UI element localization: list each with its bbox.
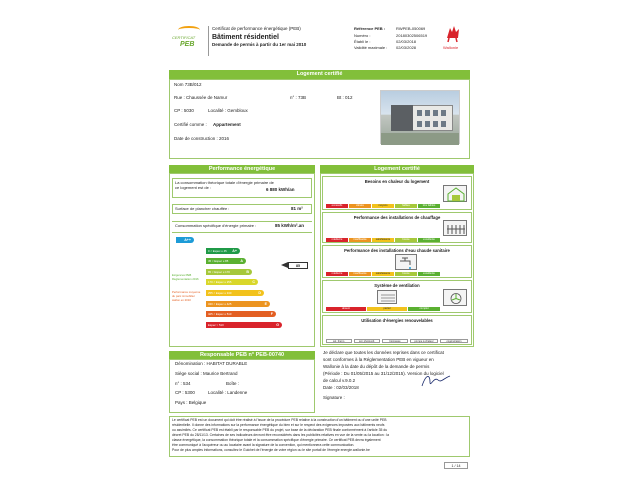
indicators-section-title: Logement certifié — [320, 165, 474, 173]
logement-rue: Rue : Chaussée de Namur — [174, 95, 228, 100]
water-scale-4: bonne — [395, 272, 417, 276]
legend-line1: Exigences PEB — [172, 273, 192, 277]
ref-label: Référence PEB : — [354, 26, 386, 31]
energy-class-band-aplus — [206, 248, 240, 254]
footer-line1: Le certificat PEB est un document qui doit être réalisé à l'issue de la procédure PEB relative à la construction d'un bâtiment ou d'une unité PEB — [172, 418, 387, 422]
construction-date: Date de construction : 2016 — [174, 136, 230, 141]
heating-indicator — [322, 212, 472, 243]
valid-label: Validité maximale : — [354, 45, 388, 50]
header-title: Bâtiment résidentiel — [212, 34, 279, 41]
ventilation-scale-1: absent — [326, 307, 366, 311]
consumption-text2: ce logement est de : — [175, 185, 212, 190]
footer-line6: être communiqué à l'acquéreur ou au locataire avant la signature de la convention, qui mentionnera cette communication. — [172, 443, 355, 447]
surface-value: 81 m² — [291, 206, 303, 211]
page-number-text: 1 / 14 — [451, 464, 461, 468]
energy-class-letter: C — [252, 280, 255, 285]
declaration-line1: Je déclare que toutes les données reprises dans ce certificat — [323, 350, 444, 355]
declaration-line5: de calcul v.9.0.2 — [323, 378, 356, 383]
footer-line3: ou assimilés. Ce certificat PEB est établi par le responsable PEB du projet, sur base de la déclaration PEB finale conformément à l'article 35 du — [172, 428, 388, 432]
energy-class-letter: A — [240, 259, 243, 264]
energy-class-band-a — [206, 258, 246, 264]
logement-localite: Localité : Gembloux — [208, 108, 248, 113]
water-indicator-title: Performance des installations d'eau chaude sanitaire — [344, 248, 450, 253]
water-scale-2: insuffisante — [349, 272, 371, 276]
resp-pays: Pays : Belgique — [175, 400, 207, 405]
heat-indicator — [322, 176, 472, 210]
energy-class-range: 255 < Espec ≤ 340 — [208, 291, 232, 295]
legend-line2: Réglementation 2016 — [172, 277, 199, 281]
num-value: 20180302506519 — [396, 33, 428, 38]
resp-localite: Localité : Landenne — [208, 390, 248, 395]
logement-numero: n° : 73B — [290, 95, 307, 100]
energy-class-band-e — [206, 301, 270, 307]
ventilation-scale-3: complet — [408, 307, 440, 311]
energy-class-band-d — [206, 290, 264, 296]
heat-scale-4: faibles — [395, 204, 417, 208]
energy-class-letter: A+ — [232, 248, 237, 253]
resp-cp: CP : 5300 — [175, 390, 195, 395]
footer-line4: décret PEB du 28/11/13. Certaines de ses indicateurs devront être reconsidérés dans les publicités relatives en vue de la vente ou la location : la — [172, 433, 390, 437]
declaration-line4: (Période : Du 01/05/2015 au 31/12/2015). Version du logiciel — [323, 371, 444, 376]
energy-class-band-c — [206, 279, 258, 285]
valid-value: 02/03/2028 — [396, 45, 417, 50]
footer-line2: résidentielle. Il donne des informations sur la performance énergétique du bien et sur le respect des exigences imposées aux bâtiments neufs — [172, 423, 385, 427]
heat-scale-2: élevés — [349, 204, 371, 208]
renewable-item-4: pompe à chaleur — [410, 339, 438, 343]
logement-nom: Nom 73B/012 — [174, 82, 202, 87]
responsable-section-title: Responsable PEB n° PEB-00740 — [169, 351, 315, 359]
date-label: Établi le : — [354, 39, 371, 44]
ref-value: RWPEB-050069 — [396, 26, 426, 31]
renewable-item-2: sol. photovolt. — [354, 339, 380, 343]
date-value: 02/03/2018 — [396, 39, 417, 44]
energy-class-letter: E — [264, 301, 267, 306]
spec-rule-bottom — [172, 232, 312, 233]
heat-scale-3: moyens — [372, 204, 394, 208]
handwritten-signature — [418, 370, 454, 392]
heating-indicator-title: Performance des installations de chauffage — [353, 215, 441, 220]
logement-cp: CP : 5030 — [174, 108, 194, 113]
water-scale-1: médiocre — [326, 272, 348, 276]
heating-scale-5: excellente — [418, 238, 440, 242]
footer-line5: classe énergétique, la consommation théorique totale et la consommation spécifique d'énergie primaire. Ce certificat PEB devra également — [172, 438, 381, 442]
header-divider — [208, 26, 209, 56]
performance-section-title: Performance énergétique — [169, 165, 315, 173]
logement-boite: Bt : 012 — [337, 95, 353, 100]
consumption-text1: La consommation théorique totale d'énergie primaire de — [175, 180, 274, 185]
energy-class-range: Espec > 510 — [208, 322, 224, 327]
energy-class-band-aplusplus — [176, 237, 194, 243]
certifie-label: Certifié comme : — [174, 122, 207, 127]
faucet-icon — [395, 254, 417, 270]
heating-scale-3: satisfaisante — [372, 238, 394, 242]
water-scale-3: satisfaisante — [372, 272, 394, 276]
certificate-page — [160, 10, 475, 472]
resp-siege: Siège social : Maurice Bertrand — [175, 371, 238, 376]
heating-scale-1: médiocre — [326, 238, 348, 242]
legend-line4: du parc immobilier — [172, 294, 195, 298]
declaration-date: Date : 02/03/2018 — [323, 385, 359, 390]
current-marker-arrow — [281, 262, 288, 268]
renewable-indicator — [322, 315, 472, 345]
photo-ground — [381, 133, 459, 145]
house-icon — [443, 185, 467, 202]
energy-class-band-g — [206, 322, 282, 328]
region-name: Wallonie — [443, 45, 459, 50]
ventilation-scale-2: partiel — [367, 307, 407, 311]
num-label: Numéro : — [354, 33, 371, 38]
legend-line3: Performance moyenne — [172, 290, 201, 294]
header-permit: Demande de permis à partir du 1er mai 2010 — [212, 42, 307, 47]
logo-line2: PEB — [180, 41, 195, 48]
radiator-icon — [443, 220, 467, 236]
energy-class-range: 170 < Espec ≤ 255 — [208, 280, 232, 285]
building-photo — [380, 90, 460, 144]
legend-line5: wallon en 2010 — [172, 298, 191, 302]
logo-line1: CERTIFICAT — [172, 35, 196, 40]
current-marker — [288, 262, 308, 269]
energy-class-letter: D — [258, 291, 261, 295]
declaration-line3: Wallonie à la date du dépôt de la demande de permis — [323, 364, 430, 369]
energy-class-letter: F — [270, 312, 273, 317]
energy-class-letter: A++ — [184, 238, 191, 242]
spec-label: Consommation spécifique d'énergie primaire : — [175, 223, 257, 228]
declaration-line2: sont conformes à la Réglementation PEB en vigueur en — [323, 357, 434, 362]
declaration-signature-label: Signature : — [323, 395, 345, 400]
energy-class-letter: G — [276, 322, 279, 327]
heat-scale-5: très faibles — [418, 204, 440, 208]
heat-indicator-title: Besoins en chaleur du logement — [364, 179, 430, 184]
photo-building-dark — [391, 105, 413, 131]
logement-section-title: Logement certifié — [169, 70, 470, 79]
wallonie-rooster-icon — [444, 24, 462, 44]
energy-class-band-b — [206, 269, 252, 275]
resp-numero: n° : 534 — [175, 381, 191, 386]
fan-icon — [443, 289, 467, 306]
footer-line7: Pour de plus amples informations, consultez le Guichet de l'énergie de votre région ou le site portail de l'énergie energie.wallonie.be — [172, 448, 370, 452]
water-scale-5: excellente — [418, 272, 440, 276]
energy-class-range: 45 < Espec ≤ 85 — [208, 259, 229, 264]
resp-denomination: Dénomination : HABITAT DURABLE — [175, 361, 248, 366]
certifie-value: Appartement — [213, 122, 241, 127]
renewable-item-3: biomasse — [382, 339, 408, 343]
energy-class-letter: B — [246, 269, 249, 274]
water-indicator — [322, 245, 472, 278]
ventilation-indicator — [322, 280, 472, 313]
logo-swoosh — [178, 26, 200, 34]
renewable-item-1: sol. therm. — [326, 339, 352, 343]
heating-scale-2: insuffisante — [349, 238, 371, 242]
energy-class-range: 340 < Espec ≤ 425 — [208, 301, 232, 306]
page-number — [444, 462, 468, 469]
energy-class-band-f — [206, 311, 276, 317]
current-marker-value: 85 — [296, 264, 300, 268]
energy-class-range: 85 < Espec ≤ 170 — [208, 269, 230, 274]
spec-rule — [172, 221, 312, 222]
photo-windows-lower — [417, 121, 449, 127]
consumption-value: 6 880 kWh/an — [266, 187, 295, 192]
resp-boite: Boîte : — [226, 381, 240, 386]
surface-label: Surface de plancher chauffée : — [175, 206, 230, 211]
photo-windows — [417, 110, 449, 116]
vent-partial-icon — [377, 290, 397, 304]
spec-value: 85 kWh/m².an — [275, 223, 305, 228]
ventilation-indicator-title: Système de ventilation — [374, 283, 420, 288]
peb-logo — [170, 26, 206, 50]
header-subtitle: Certificat de performance énergétique (PEB) — [212, 26, 301, 31]
energy-class-range: 0 < Espec ≤ 45 — [208, 248, 227, 253]
heating-scale-4: bonne — [395, 238, 417, 242]
heat-scale-1: excessifs — [326, 204, 348, 208]
renewable-item-5: cogénération — [440, 339, 468, 343]
energy-class-range: 425 < Espec ≤ 510 — [208, 312, 232, 317]
renewable-indicator-title: Utilisation d'énergies renouvelables — [361, 318, 433, 323]
